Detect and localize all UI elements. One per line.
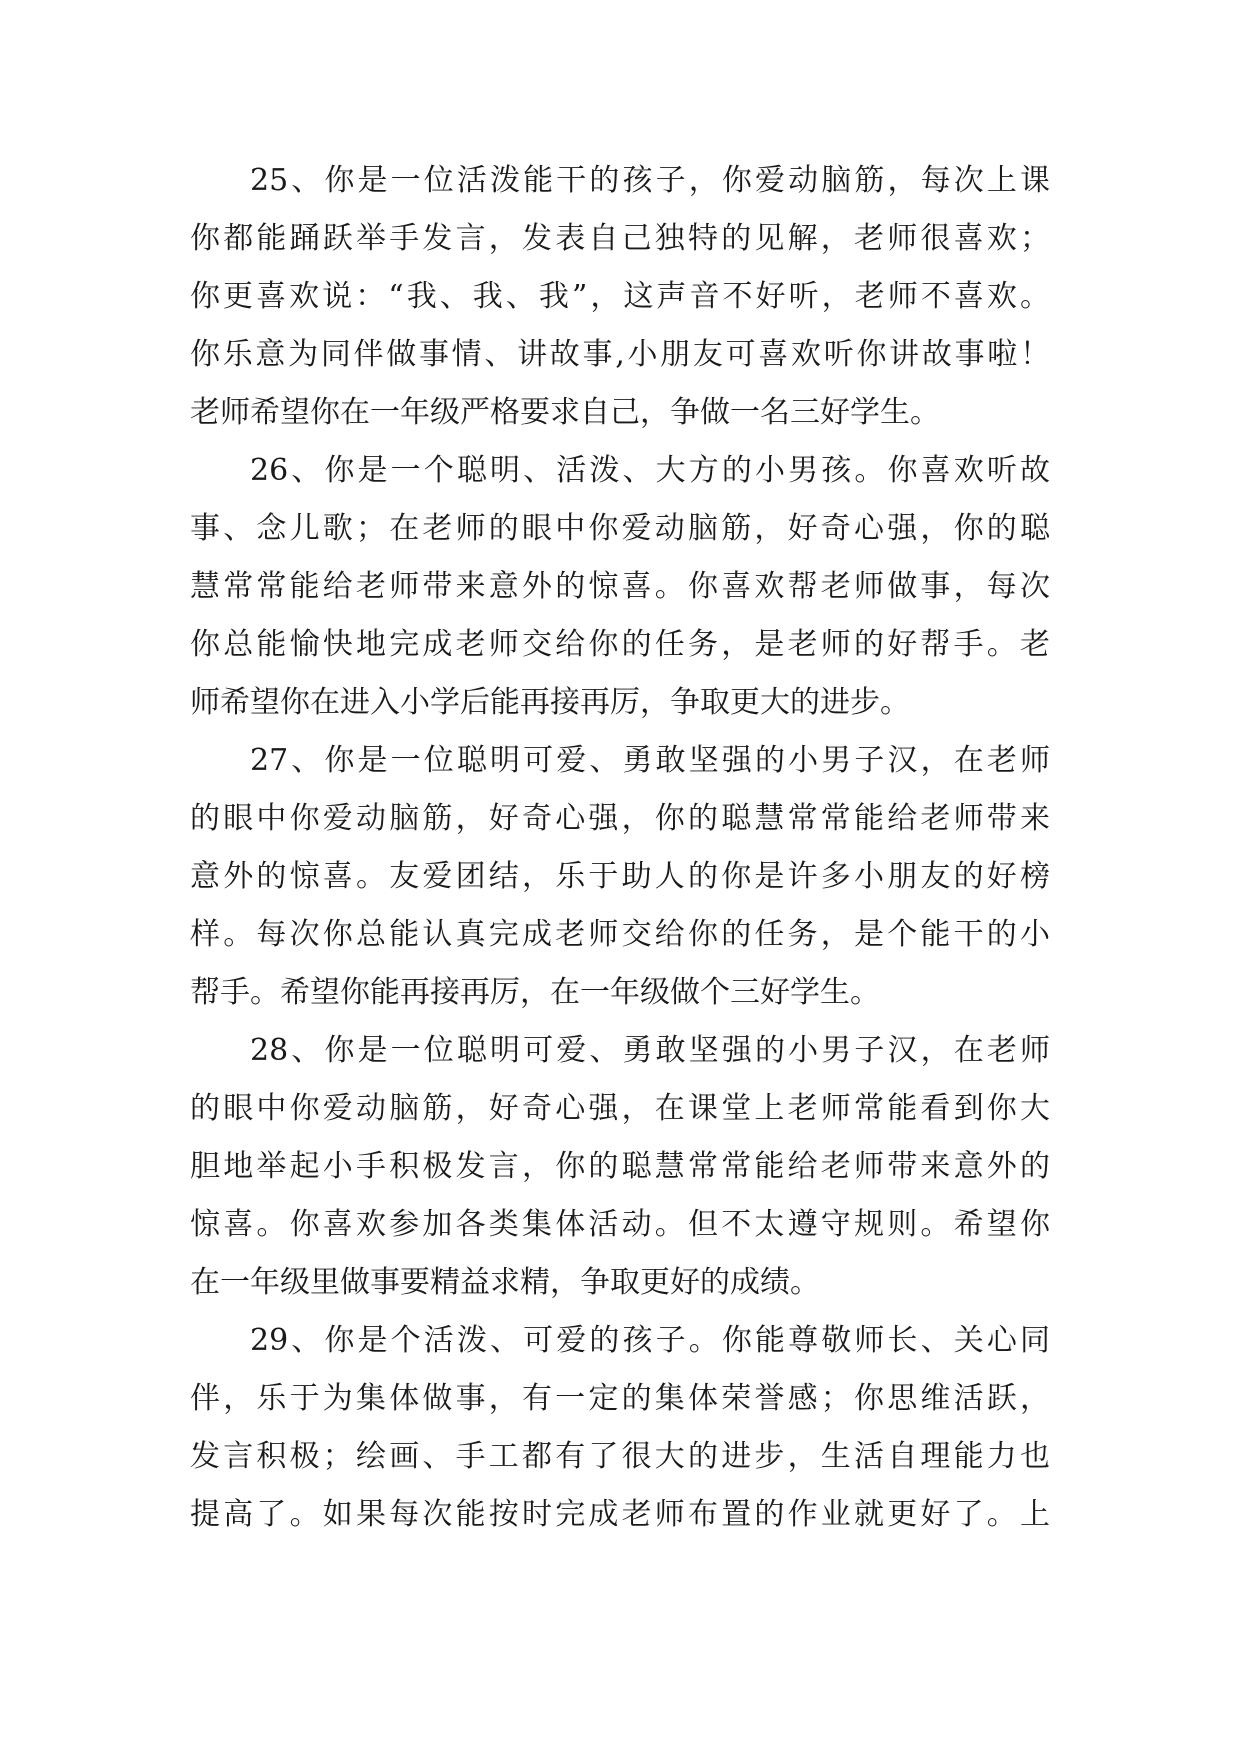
paragraph-27 — [190, 732, 1050, 1022]
paragraph-28 — [190, 1022, 1050, 1312]
text-line: 发言积极；绘画、手工都有了很大的进步，生活自理能力也 — [190, 1439, 1050, 1474]
text-line: 你都能踊跃举手发言，发表自己独特的见解，老师很喜欢； — [190, 221, 1050, 256]
text-line: 伴，乐于为集体做事，有一定的集体荣誉感；你思维活跃， — [190, 1381, 1050, 1416]
document-body — [190, 152, 1050, 1544]
text-line: 27、你是一位聪明可爱、勇敢坚强的小男子汉，在老师 — [250, 743, 1050, 778]
text-line: 胆地举起小手积极发言，你的聪慧常常能给老师带来意外的 — [190, 1149, 1050, 1184]
paragraph-26 — [190, 442, 1050, 732]
text-line: 在一年级里做事要精益求精，争取更好的成绩。 — [190, 1265, 820, 1300]
text-line: 慧常常能给老师带来意外的惊喜。你喜欢帮老师做事，每次 — [190, 569, 1050, 604]
text-line: 的眼中你爱动脑筋，好奇心强，你的聪慧常常能给老师带来 — [190, 801, 1050, 836]
text-line: 29、你是个活泼、可爱的孩子。你能尊敬师长、关心同 — [250, 1323, 1050, 1358]
text-line: 提高了。如果每次能按时完成老师布置的作业就更好了。上 — [190, 1497, 1050, 1532]
text-line: 你更喜欢说：“我、我、我”，这声音不好听，老师不喜欢。 — [190, 279, 1050, 314]
text-line: 事、念儿歌；在老师的眼中你爱动脑筋，好奇心强，你的聪 — [190, 511, 1050, 546]
text-line: 你乐意为同伴做事情、讲故事,小朋友可喜欢听你讲故事啦！ — [190, 337, 1050, 372]
text-line: 惊喜。你喜欢参加各类集体活动。但不太遵守规则。希望你 — [190, 1207, 1050, 1242]
text-line: 老师希望你在一年级严格要求自己，争做一名三好学生。 — [190, 395, 940, 430]
text-line: 26、你是一个聪明、活泼、大方的小男孩。你喜欢听故 — [250, 453, 1050, 488]
paragraph-25 — [190, 152, 1050, 442]
text-line: 28、你是一位聪明可爱、勇敢坚强的小男子汉，在老师 — [250, 1033, 1050, 1068]
text-line: 的眼中你爱动脑筋，好奇心强，在课堂上老师常能看到你大 — [190, 1091, 1050, 1126]
text-line: 意外的惊喜。友爱团结，乐于助人的你是许多小朋友的好榜 — [190, 859, 1050, 894]
text-line: 样。每次你总能认真完成老师交给你的任务，是个能干的小 — [190, 917, 1050, 952]
text-line: 你总能愉快地完成老师交给你的任务，是老师的好帮手。老 — [190, 627, 1050, 662]
text-line: 25、你是一位活泼能干的孩子，你爱动脑筋，每次上课 — [250, 163, 1050, 198]
paragraph-29 — [190, 1312, 1050, 1544]
text-line: 师希望你在进入小学后能再接再厉，争取更大的进步。 — [190, 685, 910, 720]
text-line: 帮手。希望你能再接再厉，在一年级做个三好学生。 — [190, 975, 880, 1010]
